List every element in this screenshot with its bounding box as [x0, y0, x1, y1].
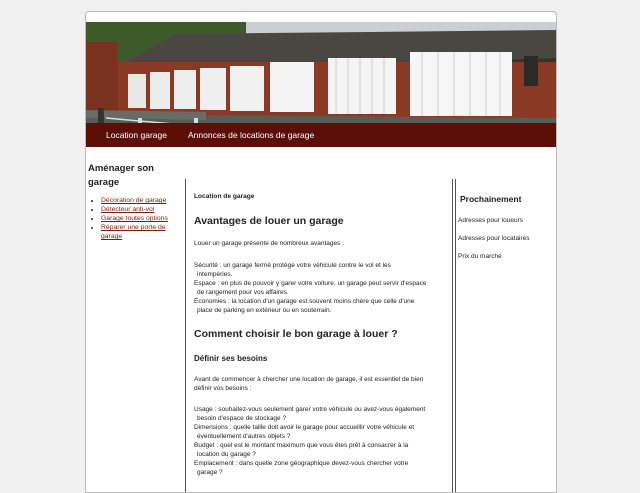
- list-item: Usage : souhaitez-vous seulement garer votre véhicule ou avez-vous également besoin d'espace de stockage ?: [194, 406, 426, 422]
- left-sidebar-links: [88, 196, 184, 241]
- list-item: [101, 205, 184, 214]
- needs-intro: Avant de commencer à chercher une location de garage, il est essentiel de bien définir vos besoins :: [194, 376, 424, 392]
- main-nav: [86, 123, 556, 147]
- right-sidebar: [455, 179, 556, 493]
- list-item: [101, 196, 184, 205]
- nav-item-annonces[interactable]: Annonces de locations de garage: [188, 130, 315, 140]
- list-item: Dimensions : quelle taille doit avoir le garage pour accueillir votre véhicule et éventuellement d'autres objets ?: [194, 424, 415, 440]
- advantages-list: [194, 261, 452, 315]
- list-item: [101, 223, 184, 241]
- list-item: Espace : en plus de pouvoir y garer votre voiture, un garage peut servir d'espace de rangement pour vos affaires.: [194, 280, 427, 296]
- list-item: Emplacement : dans quelle zone géographique devez-vous chercher votre garage ?: [194, 460, 409, 476]
- subheading-besoins: Définir ses besoins: [194, 354, 268, 363]
- intro-text: Louer un garage présente de nombreux avantages :: [194, 240, 344, 247]
- link-decoration[interactable]: Décoration de garage: [101, 197, 167, 204]
- list-item: Économies : la location d'un garage est souvent moins chère que celle d'une place de parking en extérieur ou en souterrain.: [194, 298, 415, 314]
- nav-item-location-garage[interactable]: Location garage: [106, 130, 167, 140]
- page-container: [85, 11, 557, 493]
- right-sidebar-title: Prochainement: [460, 194, 522, 204]
- needs-list: [194, 405, 452, 477]
- link-reparer-porte[interactable]: Réparer une porte de garage: [101, 224, 166, 240]
- list-item: [101, 214, 184, 223]
- heading-comment-choisir: Comment choisir le bon garage à louer ?: [194, 328, 398, 340]
- heading-avantages: Avantages de louer un garage: [194, 215, 344, 227]
- main-content: [185, 179, 453, 493]
- banner-garage-photo: [86, 22, 556, 132]
- link-garage-options[interactable]: Garage toutes options: [101, 215, 168, 222]
- left-sidebar: [88, 162, 184, 241]
- left-sidebar-title: Aménager son garage: [88, 163, 154, 188]
- link-adresses-loueurs[interactable]: Adresses pour loueurs: [458, 217, 524, 224]
- link-prix-marche[interactable]: Prix du marché: [458, 253, 502, 260]
- link-detecteur[interactable]: Détecteur anti-vol: [101, 206, 155, 213]
- link-adresses-locataires[interactable]: Adresses pour locataires: [458, 235, 530, 242]
- breadcrumb: Location de garage: [194, 193, 255, 200]
- list-item: Sécurité : un garage fermé protège votre véhicule contre le vol et les intempéries.: [194, 262, 391, 278]
- list-item: Budget : quel est le montant maximum que vous êtes prêt à consacrer à la location du garage ?: [194, 442, 409, 458]
